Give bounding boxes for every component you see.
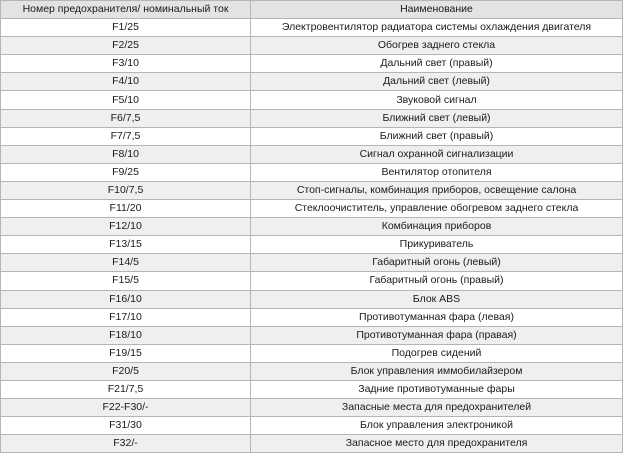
fuse-name-cell: Противотуманная фара (правая): [251, 326, 623, 344]
fuse-number-cell: F2/25: [1, 37, 251, 55]
header-name: Наименование: [251, 1, 623, 19]
fuse-number-cell: F4/10: [1, 73, 251, 91]
fuse-number-cell: F12/10: [1, 218, 251, 236]
fuse-name-cell: Габаритный огонь (левый): [251, 254, 623, 272]
fuse-name-cell: Подогрев сидений: [251, 344, 623, 362]
fuse-name-cell: Звуковой сигнал: [251, 91, 623, 109]
table-row: [1, 308, 623, 326]
fuse-number-cell: F8/10: [1, 145, 251, 163]
header-row: [1, 1, 623, 19]
fuse-number-cell: F15/5: [1, 272, 251, 290]
table-row: [1, 272, 623, 290]
table-body: [1, 19, 623, 453]
fuse-name-cell: Вентилятор отопителя: [251, 163, 623, 181]
table-row: [1, 236, 623, 254]
table-row: [1, 435, 623, 453]
fuse-number-cell: F18/10: [1, 326, 251, 344]
fuse-number-cell: F21/7,5: [1, 380, 251, 398]
table-row: [1, 73, 623, 91]
table-row: [1, 290, 623, 308]
fuse-number-cell: F19/15: [1, 344, 251, 362]
table-row: [1, 344, 623, 362]
fuse-number-cell: F9/25: [1, 163, 251, 181]
table-row: [1, 200, 623, 218]
table-row: [1, 37, 623, 55]
fuse-name-cell: Дальний свет (левый): [251, 73, 623, 91]
fuse-number-cell: F6/7,5: [1, 109, 251, 127]
table-row: [1, 109, 623, 127]
fuse-number-cell: F5/10: [1, 91, 251, 109]
fuse-name-cell: Стеклоочиститель, управление обогревом заднего стекла: [251, 200, 623, 218]
fuse-number-cell: F13/15: [1, 236, 251, 254]
fuse-number-cell: F20/5: [1, 362, 251, 380]
fuse-name-cell: Обогрев заднего стекла: [251, 37, 623, 55]
fuse-number-cell: F7/7,5: [1, 127, 251, 145]
fuse-name-cell: Блок управления электроникой: [251, 417, 623, 435]
table-row: [1, 218, 623, 236]
fuse-number-cell: F14/5: [1, 254, 251, 272]
table-row: [1, 55, 623, 73]
fuse-name-cell: Задние противотуманные фары: [251, 380, 623, 398]
table-row: [1, 163, 623, 181]
fuse-name-cell: Запасное место для предохранителя: [251, 435, 623, 453]
header-fuse-number: Номер предохранителя/ номинальный ток: [1, 1, 251, 19]
fuse-name-cell: Электровентилятор радиатора системы охлаждения двигателя: [251, 19, 623, 37]
fuse-number-cell: F17/10: [1, 308, 251, 326]
fuse-name-cell: Габаритный огонь (правый): [251, 272, 623, 290]
fuse-name-cell: Противотуманная фара (левая): [251, 308, 623, 326]
fuse-name-cell: Блок управления иммобилайзером: [251, 362, 623, 380]
table-row: [1, 19, 623, 37]
table-row: [1, 326, 623, 344]
fuse-name-cell: Дальний свет (правый): [251, 55, 623, 73]
fuse-name-cell: Сигнал охранной сигнализации: [251, 145, 623, 163]
fuse-number-cell: F32/-: [1, 435, 251, 453]
fuse-name-cell: Стоп-сигналы, комбинация приборов, освещение салона: [251, 181, 623, 199]
table-row: [1, 181, 623, 199]
table-row: [1, 362, 623, 380]
fuse-number-cell: F3/10: [1, 55, 251, 73]
fuse-number-cell: F10/7,5: [1, 181, 251, 199]
table-row: [1, 380, 623, 398]
fuse-name-cell: Ближний свет (левый): [251, 109, 623, 127]
table-row: [1, 399, 623, 417]
fuse-name-cell: Прикуриватель: [251, 236, 623, 254]
table-row: [1, 145, 623, 163]
fuse-number-cell: F1/25: [1, 19, 251, 37]
fuse-name-cell: Комбинация приборов: [251, 218, 623, 236]
fuse-number-cell: F31/30: [1, 417, 251, 435]
fuse-number-cell: F16/10: [1, 290, 251, 308]
table-row: [1, 127, 623, 145]
table-row: [1, 417, 623, 435]
table-header: [1, 1, 623, 19]
fuse-name-cell: Запасные места для предохранителей: [251, 399, 623, 417]
fuse-number-cell: F11/20: [1, 200, 251, 218]
fuse-name-cell: Ближний свет (правый): [251, 127, 623, 145]
table-row: [1, 254, 623, 272]
fuse-number-cell: F22-F30/-: [1, 399, 251, 417]
table-row: [1, 91, 623, 109]
fuse-name-cell: Блок ABS: [251, 290, 623, 308]
